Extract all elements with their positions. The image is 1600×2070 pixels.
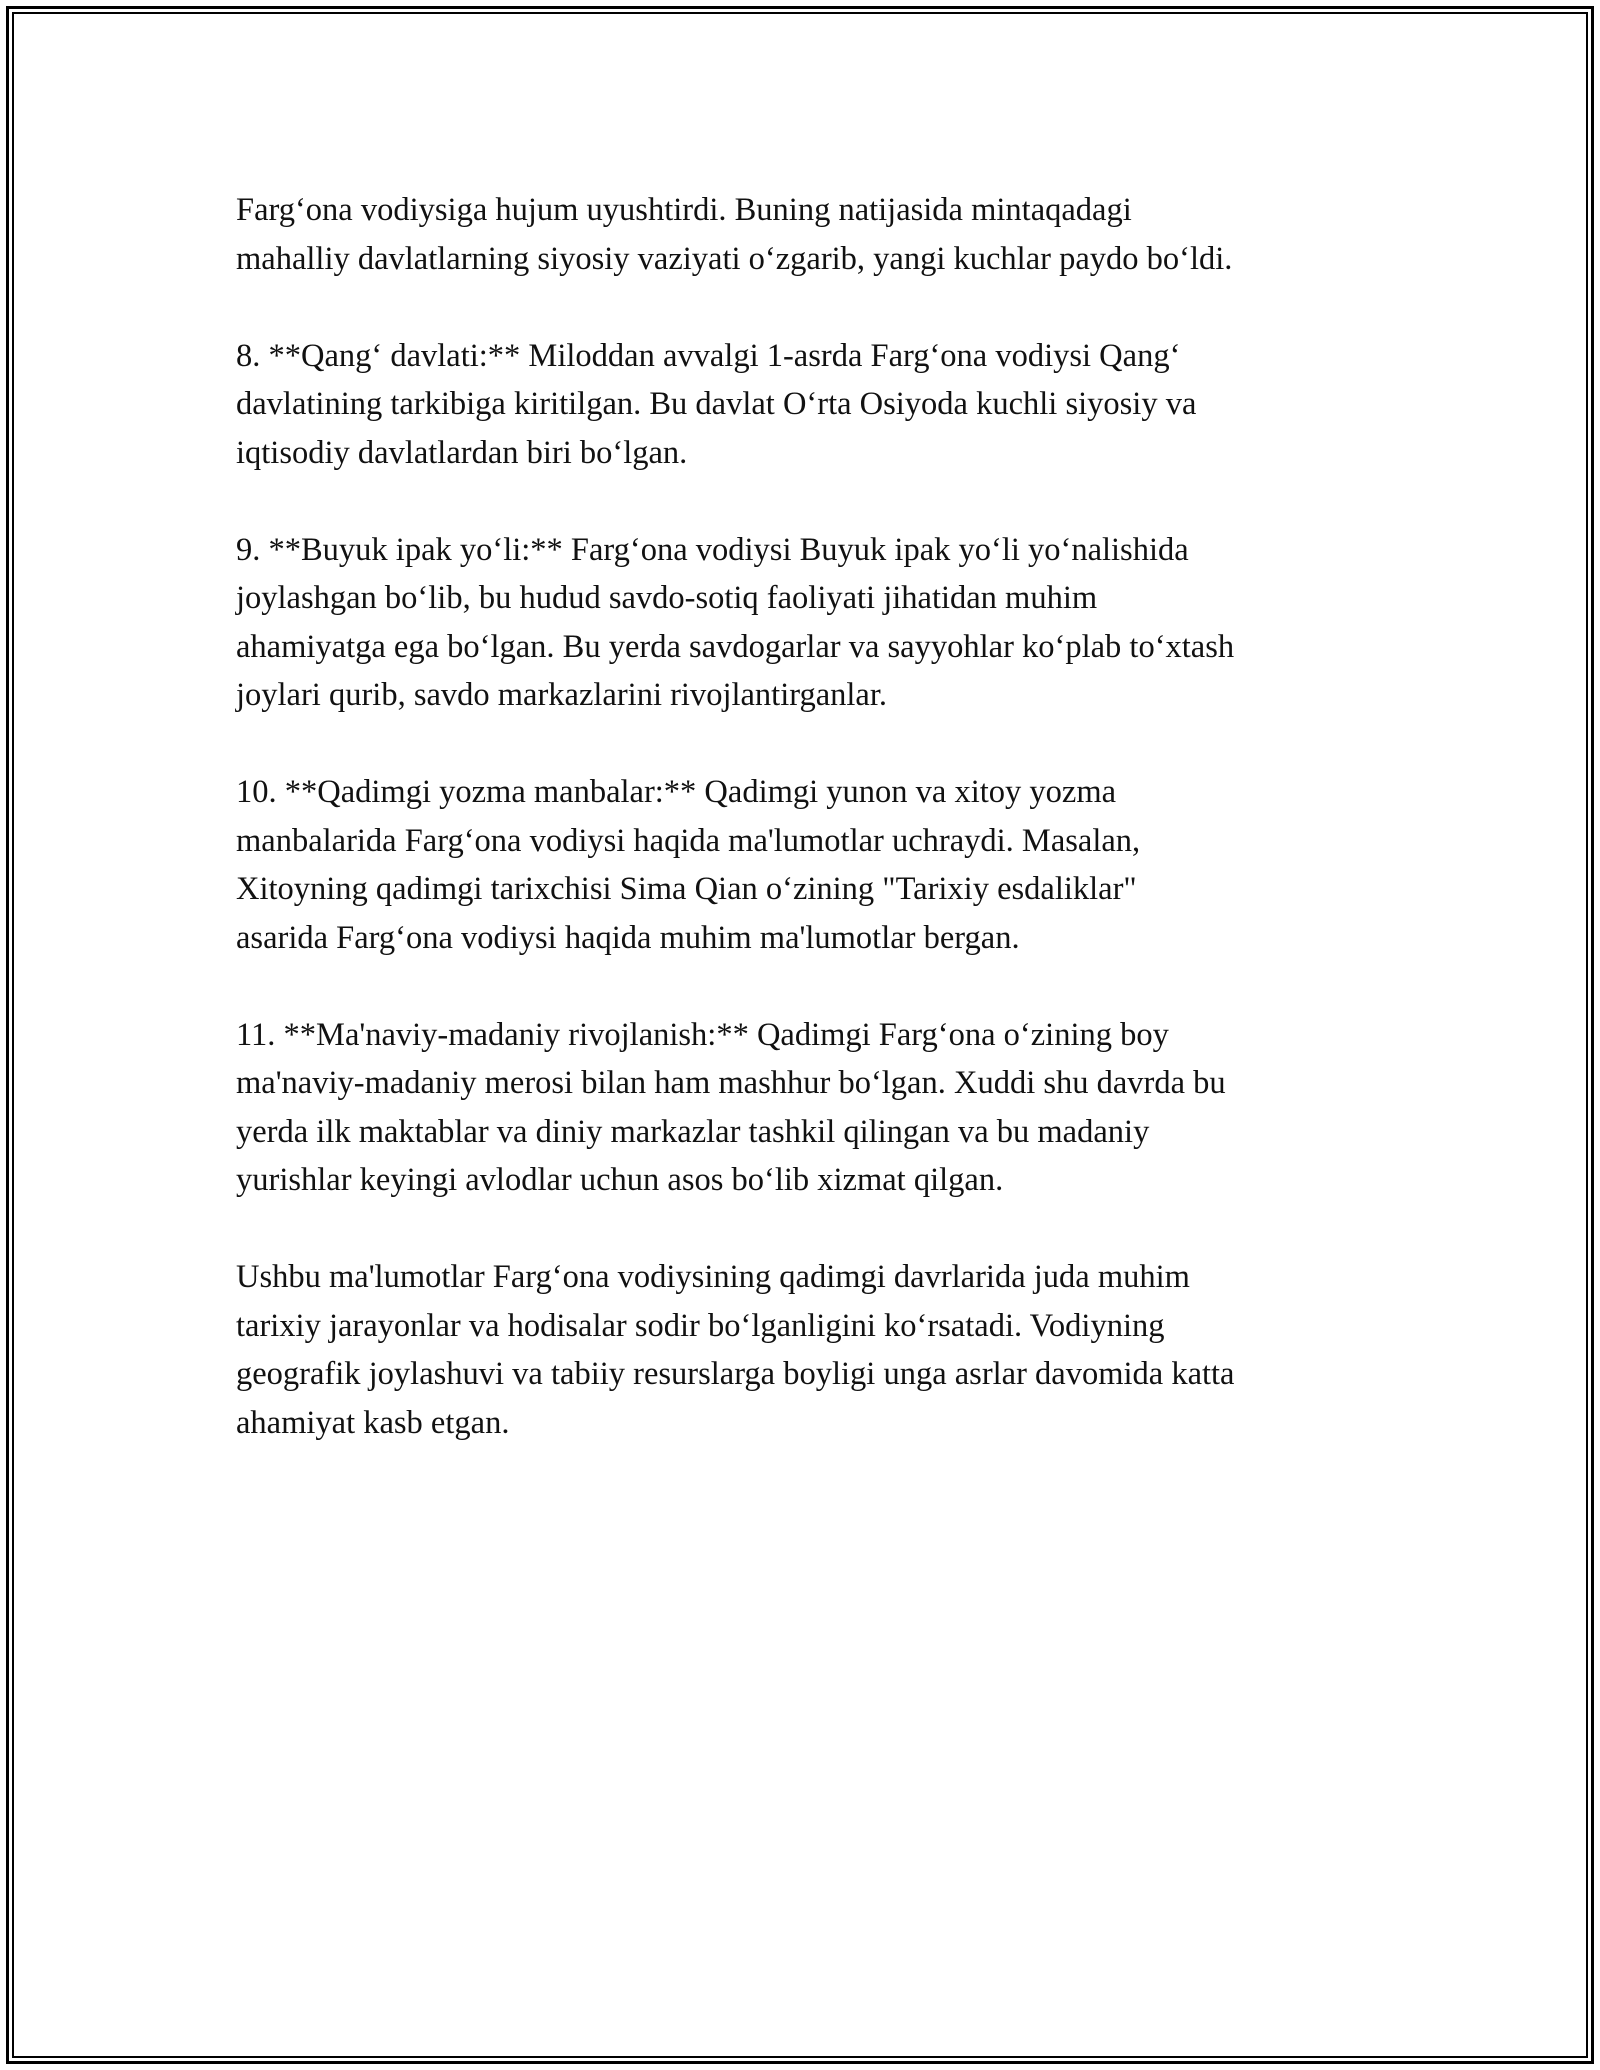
paragraph-conclusion: Ushbu ma'lumotlar Farg‘ona vodiysining qadimgi davrlarida juda muhim tarixiy jarayonlar va hodisalar sodir bo‘lganligini ko‘rsatadi. Vodiyning geografik joylashuvi va tabiiy resurslarga boyligi unga asrlar davomida katta ahamiyat kasb etgan.: [236, 1259, 1235, 1441]
paragraph-item-8: 8. **Qang‘ davlati:** Miloddan avvalgi 1-asrda Farg‘ona vodiysi Qang‘ davlatining tarkibiga kiritilgan. Bu davlat O‘rta Osiyoda kuchli siyosiy va iqtisodiy davlatlardan biri bo‘lgan.: [236, 337, 1197, 471]
paragraph-item-9: 9. **Buyuk ipak yo‘li:** Farg‘ona vodiysi Buyuk ipak yo‘li yo‘nalishida joylashgan bo‘lib, bu hudud savdo-sotiq faoliyati jihatidan muhim ahamiyatga ega bo‘lgan. Bu yerda savdogarlar va sayyohlar ko‘plab to‘xtash joylari qurib, savdo markazlarini rivojlantirganlar.: [236, 531, 1235, 713]
document-body: [236, 186, 1386, 1496]
paragraph-item-11: 11. **Ma'naviy-madaniy rivojlanish:** Qadimgi Farg‘ona o‘zining boy ma'naviy-madaniy merosi bilan ham mashhur bo‘lgan. Xuddi shu davrda bu yerda ilk maktablar va diniy markazlar tashkil qilingan va bu madaniy yurishlar keyingi avlodlar uchun asos bo‘lib xizmat qilgan.: [236, 1016, 1226, 1198]
paragraph-intro-continuation: Farg‘ona vodiysiga hujum uyushtirdi. Buning natijasida mintaqadagi mahalliy davlatlarning siyosiy vaziyati o‘zgarib, yangi kuchlar paydo bo‘ldi.: [236, 192, 1233, 277]
paragraph-item-10: 10. **Qadimgi yozma manbalar:** Qadimgi yunon va xitoy yozma manbalarida Farg‘ona vodiysi haqida ma'lumotlar uchraydi. Masalan, Xitoyning qadimgi tarixchisi Sima Qian o‘zining "Tarixiy esdaliklar" asarida Farg‘ona vodiysi haqida muhim ma'lumotlar bergan.: [236, 774, 1141, 956]
